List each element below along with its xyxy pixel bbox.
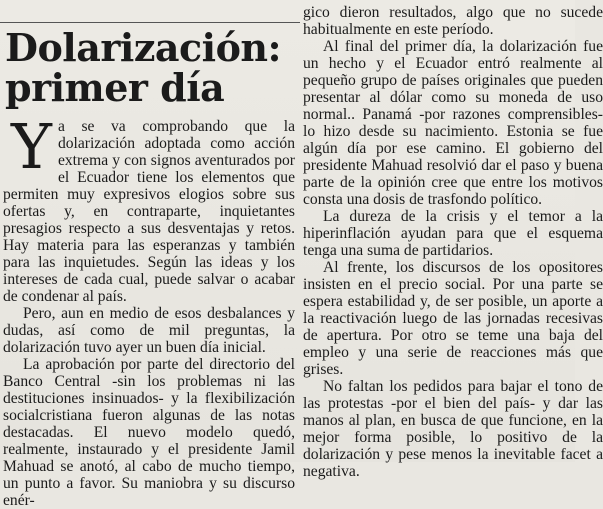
paragraph-5: La dureza de la crisis y el temor a la hiperinflación ayudan para que el esquema tenga una suma de partidarios. <box>303 208 603 259</box>
paragraph-4: Al final del primer día, la dolarización fue un hecho y el Ecuador entró realmente al pequeño grupo de países originales que pueden presentar al dólar como su moneda de uso normal.. Panamá -por razones comprensibles- lo hizo desde su nacimiento. Estonia se fue algún día por ese camino. El gobierno del presidente Mahuad resolvió dar el paso y buena parte de la opinión cree que entre los motivos consta una dosis de trasfondo político. <box>303 38 603 208</box>
paragraph-2: Pero, aun en medio de esos desbalances y dudas, así como de mil preguntas, la dolarización tuvo ayer un buen día inicial. <box>3 305 295 356</box>
right-column-body <box>303 4 603 480</box>
paragraph-7: No faltan los pedidos para bajar el tono de las protestas -por el bien del país- y dar las manos al plan, en busca de que funcione, en la mejor forma posible, lo positivo de la dolarización y pese menos la inevitable facet a negativa. <box>303 378 603 480</box>
paragraph-1 <box>3 110 295 305</box>
headline <box>5 25 295 110</box>
headline-line-1: Dolarización: <box>5 25 282 70</box>
left-column-body <box>3 110 295 509</box>
top-rule <box>0 22 300 23</box>
paragraph-3: La aprobación por parte del directorio del Banco Central -sin los problemas ni las destituciones insinuados- y la flexibilización socialcristiana fueron algunas de las notas destacadas. El nuevo modelo quedó, realmente, instaurado y el presidente Jamil Mahuad se anotó, al cabo de mucho tiempo, un punto a favor. Su maniobra y su discurso enér- <box>3 356 295 509</box>
paragraph-1-text: a se va comprobando que la dolarización adoptada como acción extrema y con signos aventurados por el Ecuador tiene los elementos que permiten muy expresivos elogios sobre sus ofertas y, en contraparte, inquietantes presagios respecto a sus desventajas y retos. Hay materia para las esperanzas y también para las inquietudes. Según las ideas y los intereses de cada cual, puede salvar o acabar de condenar al país. <box>3 118 295 305</box>
drop-cap: Y <box>11 110 52 183</box>
left-column <box>3 24 295 509</box>
paragraph-6: Al frente, los discursos de los opositores insisten en el precio social. Por una parte se espera estabilidad y, de ser posible, un aporte a la reactivación luego de las jornadas recesivas de apertura. Por otro se teme una baja del empleo y una serie de reacciones más que grises. <box>303 259 603 378</box>
paragraph-3-continued: gico dieron resultados, algo que no sucede habitualmente en este período. <box>303 4 603 38</box>
headline-line-2: primer día <box>5 65 225 110</box>
right-column <box>303 4 603 480</box>
